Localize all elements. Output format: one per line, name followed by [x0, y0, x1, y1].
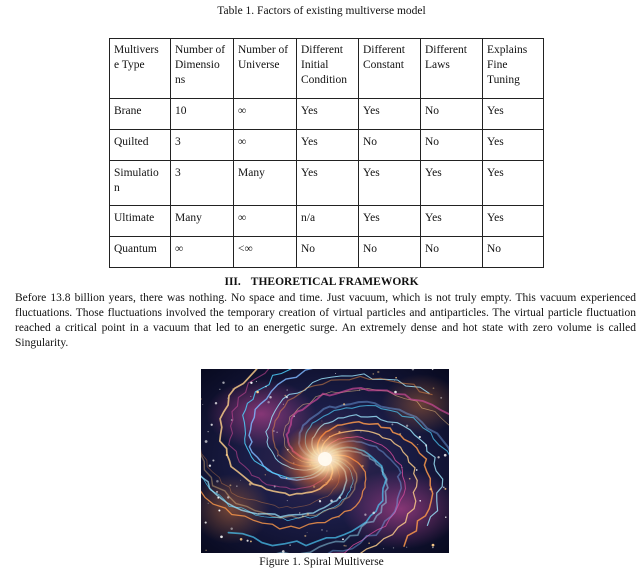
star	[287, 500, 288, 501]
star	[339, 497, 341, 499]
table-cell: Yes	[483, 99, 544, 130]
star	[265, 386, 266, 387]
table-header-cell: Different Constant	[359, 39, 421, 99]
star	[444, 454, 447, 457]
star	[215, 402, 217, 404]
star	[406, 547, 407, 548]
star	[393, 547, 394, 548]
star	[345, 545, 347, 547]
star	[289, 544, 290, 545]
star	[265, 474, 266, 475]
star	[219, 389, 220, 390]
table-row	[110, 161, 544, 206]
table-header-cell: Multivers e Type	[110, 39, 171, 99]
star	[218, 509, 220, 511]
table-caption: Table 1. Factors of existing multiverse model	[217, 5, 426, 17]
star	[205, 522, 207, 524]
table-cell: ∞	[234, 206, 297, 237]
star	[319, 500, 321, 502]
star	[249, 483, 252, 486]
table-cell: Yes	[421, 206, 483, 237]
star	[202, 404, 203, 405]
table-row	[110, 130, 544, 161]
star	[343, 545, 345, 547]
star	[216, 480, 219, 483]
star	[284, 395, 286, 397]
star	[283, 404, 284, 405]
table-cell: No	[421, 237, 483, 268]
table-cell: Yes	[297, 161, 359, 206]
star	[216, 491, 218, 493]
star	[299, 512, 300, 513]
table-cell: No	[359, 130, 421, 161]
table-cell: Yes	[297, 99, 359, 130]
star	[394, 380, 395, 381]
star	[433, 387, 435, 389]
star	[286, 389, 288, 391]
star	[267, 401, 269, 403]
star	[250, 540, 252, 542]
table-cell: Yes	[297, 130, 359, 161]
table-cell: 3	[171, 130, 234, 161]
multiverse-factors-table	[109, 38, 544, 268]
table-cell: No	[421, 99, 483, 130]
star	[406, 425, 408, 427]
star	[217, 497, 219, 499]
star	[425, 444, 427, 446]
table-cell: 10	[171, 99, 234, 130]
star	[416, 469, 418, 471]
table-cell: 3	[171, 161, 234, 206]
star	[368, 543, 369, 544]
star	[372, 512, 375, 515]
star	[343, 403, 345, 405]
star	[419, 436, 421, 438]
star	[444, 488, 446, 490]
star	[395, 377, 397, 379]
star	[247, 540, 249, 542]
table-cell: Yes	[483, 161, 544, 206]
section-heading	[0, 276, 643, 288]
star	[227, 496, 229, 498]
star	[302, 515, 304, 517]
figure-caption: Figure 1. Spiral Multiverse	[259, 556, 384, 568]
star	[359, 390, 360, 391]
star	[209, 465, 211, 467]
table-cell: Quilted	[110, 130, 171, 161]
star	[335, 373, 336, 374]
table-cell: Brane	[110, 99, 171, 130]
star	[240, 538, 243, 541]
star	[307, 532, 308, 533]
star	[286, 396, 288, 398]
table-cell: ∞	[171, 237, 234, 268]
star	[304, 535, 306, 537]
star	[230, 528, 232, 530]
star	[205, 440, 208, 443]
table-cell: Simulatio n	[110, 161, 171, 206]
star	[240, 480, 241, 481]
star	[236, 486, 237, 487]
table-cell: No	[297, 237, 359, 268]
star	[227, 398, 228, 399]
table-row	[110, 237, 544, 268]
star	[274, 486, 276, 488]
star	[394, 391, 397, 394]
table-header-cell: Number of Dimensio ns	[171, 39, 234, 99]
table-cell: Yes	[359, 99, 421, 130]
star	[231, 419, 233, 421]
table-cell: Yes	[421, 161, 483, 206]
star	[440, 397, 442, 399]
star	[429, 488, 431, 490]
section-number: III.	[224, 276, 241, 288]
section-title: THEORETICAL FRAMEWORK	[250, 276, 419, 288]
star	[445, 517, 446, 518]
table-cell: Yes	[359, 161, 421, 206]
table-cell: ∞	[234, 99, 297, 130]
table-cell: ∞	[234, 130, 297, 161]
table-header-row	[110, 39, 544, 99]
star	[273, 430, 274, 431]
table-cell: Quantum	[110, 237, 171, 268]
table-cell: Yes	[359, 206, 421, 237]
star	[360, 431, 361, 432]
star	[222, 381, 224, 383]
body-paragraph: Before 13.8 billion years, there was nothing. No space and time. Just vacuum, which is not truly empty. This vacuum experienced fluctuations. Those fluctuations involved the temporary creation of virtual particles and antiparticles. The virtual particle fluctuation reached a critical point in a vacuum that led to an energetic surge. An extremely dense and hot state with zero volume is called Singularity.	[15, 292, 636, 349]
table-cell: <∞	[234, 237, 297, 268]
star	[339, 517, 340, 518]
star	[276, 432, 277, 433]
table-header-cell: Number of Universe	[234, 39, 297, 99]
star	[437, 456, 439, 458]
table-cell: Yes	[483, 130, 544, 161]
star	[383, 548, 384, 549]
star	[419, 500, 421, 502]
star	[229, 484, 231, 486]
table-cell: Many	[234, 161, 297, 206]
star	[250, 396, 251, 397]
table-row	[110, 99, 544, 130]
table-cell: Many	[171, 206, 234, 237]
star	[212, 459, 214, 461]
star	[307, 513, 310, 516]
spiral-multiverse-image	[201, 369, 449, 553]
star	[330, 499, 333, 502]
table-cell: No	[421, 130, 483, 161]
table-row	[110, 206, 544, 237]
star	[443, 486, 445, 488]
star	[211, 424, 213, 426]
table-header-cell: Different Laws	[421, 39, 483, 99]
star	[364, 514, 366, 516]
star	[258, 513, 259, 514]
star	[208, 431, 209, 432]
star	[232, 388, 233, 389]
star	[417, 444, 418, 445]
table-cell: No	[483, 237, 544, 268]
star	[372, 373, 374, 375]
star	[399, 433, 401, 435]
star	[205, 550, 206, 551]
star	[432, 491, 433, 492]
star	[409, 478, 411, 480]
table-header-cell: Explains Fine Tuning	[483, 39, 544, 99]
star	[256, 391, 259, 394]
star	[277, 455, 278, 456]
table-cell: Yes	[483, 206, 544, 237]
star	[294, 416, 295, 417]
star	[220, 535, 223, 538]
star	[326, 530, 327, 531]
star	[342, 538, 344, 540]
table-header-cell: Different Initial Condition	[297, 39, 359, 99]
table-cell: n/a	[297, 206, 359, 237]
star	[391, 423, 393, 425]
star	[282, 550, 285, 553]
star	[250, 382, 252, 384]
star	[256, 381, 257, 382]
star	[208, 503, 209, 504]
star	[432, 547, 433, 548]
star	[432, 544, 435, 547]
star	[402, 467, 403, 468]
table-cell: Ultimate	[110, 206, 171, 237]
star	[377, 371, 379, 373]
star	[269, 396, 272, 399]
table-cell: No	[359, 237, 421, 268]
star	[321, 529, 323, 531]
spiral-galaxy-illustration	[201, 369, 449, 553]
star	[226, 454, 228, 456]
